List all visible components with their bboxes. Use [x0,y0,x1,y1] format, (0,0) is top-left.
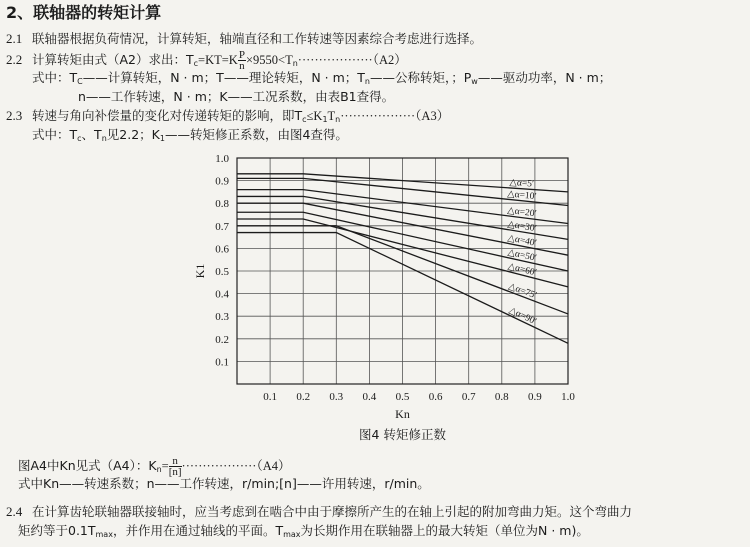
y-tick-label: 0.7 [215,220,229,233]
paragraph-2-4-line-1: 2.4 在计算齿轮联轴器联接轴时，应当考虑到在啮合中由于摩擦所产生的在轴上引起的附加弯曲力矩。这个弯曲力 [6,504,633,519]
formula-a2-legend-1: 式中：$T_C——$计算转矩，N · m；T——理论转矩，N · m；$T_n——$公称转矩，；$P_w——$驱动功率，N · m； [32,70,612,86]
x-axis-label: Kn [395,407,410,421]
series-label: △α=10′ [506,189,537,203]
y-tick-label: 0.5 [215,266,229,278]
formula-a4-legend: 式中Kn——转速系数；n——工作转速，r/min;[n]——许用转速，r/min。 [18,476,430,491]
series-label: △α=5′ [509,177,535,190]
x-tick-label: 0.3 [329,391,344,403]
series-label: △α=30′ [506,219,538,235]
series-label: △α=20′ [506,205,538,220]
y-tick-label: 1.0 [215,153,229,165]
y-tick-label: 0.1 [215,356,229,369]
y-tick-label: 0.2 [215,333,229,346]
y-tick-label: 0.9 [215,175,229,188]
figure-caption: 图4 转矩修正数 [359,427,446,442]
fraction-n-over-allowable-n: $\frac{n}{[n]}$ [168,455,182,478]
series-label: △α=50′ [506,247,538,264]
formula-a4: 图A4中Kn见式（A4）：$K_n=$ $\frac{n}{[n]}$ ··················（A4） [18,455,291,478]
series-label: △α=90′ [507,305,538,328]
formula-a2-legend-2: n——工作转速，N · m；K——工况系数，由表B1查得。 [78,89,395,104]
series-label: △α=60′ [506,261,538,279]
x-tick-label: 0.1 [263,391,277,403]
y-tick-label: 0.8 [215,198,229,211]
x-tick-label: 0.9 [528,391,542,403]
y-axis-label: K1 [193,263,207,279]
paragraph-2-1: 2.1 联轴器根据负荷情况，计算转矩，轴端直径和工作转速等因素综合考虑进行选择。 [6,31,483,46]
series-label: △α=75′ [506,281,538,302]
x-tick-label: 0.6 [428,391,443,403]
section-heading: 2、联轴器的转矩计算 [6,3,162,22]
fraction-p-over-n: $\frac{P}{n}$ [238,49,245,72]
x-tick-label: 1.0 [561,391,575,403]
x-tick-label: 0.8 [494,391,509,403]
formula-a3: 2.3 转速与角向补偿量的变化对传递转矩的影响，即$T_c\le K_1T_n\cdot\cdot\cdot\cdot\cdot\cdot\cdot\cdot\cdot\cdot\cdot\cdot\cdot\cdot\cdot\cdot\cdot\cdot(A3)$ [6,108,450,124]
x-tick-label: 0.2 [296,391,311,403]
series-label: △α=40′ [506,233,538,249]
x-tick-label: 0.4 [362,391,377,403]
y-tick-label: 0.3 [215,311,229,324]
x-tick-label: 0.7 [461,391,476,403]
x-tick-label: 0.5 [395,391,410,403]
y-tick-label: 0.4 [215,288,229,301]
y-tick-label: 0.6 [215,243,229,256]
formula-a2: 2.2 计算转矩由式（A2）求出：$T_c=KT=K$ $\frac{P}{n}$ $\times 9550<T_n\cdot\cdot\cdot\cdot\cdot\cdot\cdot\cdot\cdot\cdot\cdot\cdot\cdot\cdot\cdot\cdot\cdot\cdot(A2)$ [6,49,407,72]
formula-a3-legend: 式中：$T_c$、$T_n$见2.2；$K_1——$转矩修正系数，由图4查得。 [32,127,348,143]
paragraph-2-4-line-2: 矩约等于$0.1T_{max}$，并作用在通过轴线的平面。$T_{max}$为长期作用在联轴器上的最大转矩（单位为N · m)。 [18,523,589,539]
